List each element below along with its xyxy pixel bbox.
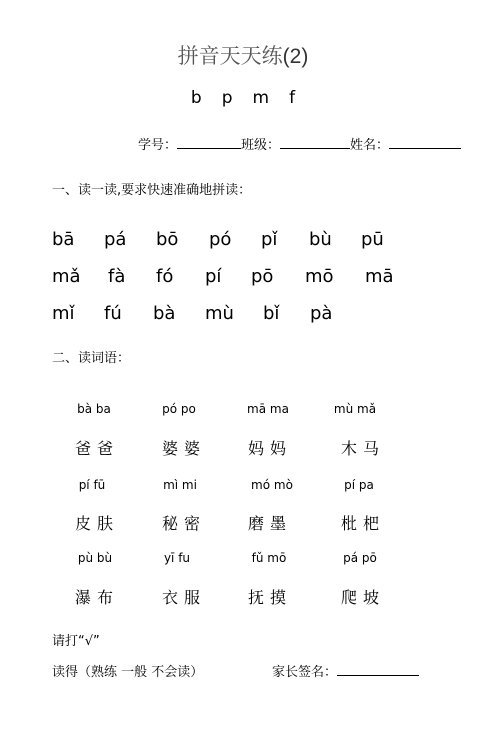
word-pinyin: bà ba bbox=[77, 402, 111, 416]
word-chinese: 爸爸 bbox=[74, 439, 119, 458]
parent-signature-label: 家长签名： bbox=[272, 665, 338, 680]
pinyin-syllable: fà bbox=[108, 266, 126, 287]
pinyin-syllable: bǐ bbox=[263, 303, 280, 324]
pinyin-syllable: mǐ bbox=[52, 303, 75, 324]
word-pinyin: pá pō bbox=[343, 551, 377, 565]
title-text: 拼音天天练 bbox=[177, 44, 283, 68]
word-pinyin: pù bù bbox=[77, 551, 113, 565]
letter: f bbox=[289, 88, 296, 108]
word-chinese: 枇杷 bbox=[340, 514, 385, 533]
section1-heading: 一、读一读,要求快速准确地拼读： bbox=[52, 183, 252, 198]
word-chinese: 皮肤 bbox=[74, 514, 119, 533]
word-chinese: 秘密 bbox=[161, 514, 206, 533]
pinyin-syllable: bà bbox=[153, 303, 176, 324]
class-label: 班级： bbox=[241, 138, 281, 153]
pinyin-syllable: pǐ bbox=[261, 229, 278, 250]
name-label: 姓名： bbox=[350, 138, 390, 153]
word-chinese: 瀑布 bbox=[74, 588, 119, 607]
letter: b bbox=[190, 88, 202, 108]
pinyin-syllable: pí bbox=[205, 266, 222, 287]
rating-instruction: 请打“√” bbox=[52, 634, 100, 649]
word-chinese: 爬坡 bbox=[340, 588, 385, 607]
pinyin-syllable: bā bbox=[52, 229, 75, 250]
pinyin-syllable: mǎ bbox=[52, 266, 81, 287]
word-pinyin: pí pa bbox=[344, 478, 374, 492]
rating-options[interactable]: 读得（熟练 一般 不会读） bbox=[52, 665, 204, 680]
word-chinese: 婆婆 bbox=[161, 439, 206, 458]
pinyin-syllable: fú bbox=[104, 303, 122, 324]
student-no-label: 学号： bbox=[138, 138, 178, 153]
word-pinyin: pó po bbox=[162, 402, 196, 416]
pinyin-syllable: mō bbox=[305, 266, 334, 287]
pinyin-syllable: mù bbox=[205, 303, 234, 324]
pinyin-syllable: fó bbox=[156, 266, 174, 287]
word-pinyin: mā ma bbox=[247, 402, 289, 416]
pinyin-syllable: pō bbox=[251, 266, 274, 287]
word-chinese: 妈妈 bbox=[247, 439, 292, 458]
word-pinyin: yī fu bbox=[163, 551, 191, 565]
word-chinese: 木马 bbox=[340, 439, 385, 458]
word-chinese: 抚摸 bbox=[247, 588, 292, 607]
word-pinyin: mì mi bbox=[163, 478, 197, 492]
pinyin-syllable: bù bbox=[309, 229, 332, 250]
word-pinyin: pí fū bbox=[78, 478, 106, 492]
word-pinyin: fǔ mō bbox=[251, 551, 287, 565]
pinyin-syllable: pó bbox=[209, 229, 232, 250]
word-pinyin: mù mǎ bbox=[333, 402, 377, 416]
pinyin-syllable: pà bbox=[310, 303, 333, 324]
parent-signature bbox=[272, 661, 419, 680]
pinyin-syllable: pá bbox=[104, 229, 127, 250]
title-number: (2) bbox=[282, 45, 309, 68]
letter: m bbox=[252, 88, 270, 108]
pinyin-syllable: mā bbox=[365, 266, 394, 287]
word-pinyin: mó mò bbox=[251, 478, 293, 492]
pinyin-syllable: pū bbox=[361, 229, 384, 250]
word-chinese: 衣服 bbox=[161, 588, 206, 607]
section2-heading: 二、读词语： bbox=[52, 351, 131, 366]
pinyin-syllable: bō bbox=[156, 229, 179, 250]
letter: p bbox=[221, 88, 233, 108]
parent-signature-field[interactable] bbox=[337, 663, 419, 676]
word-chinese: 磨墨 bbox=[247, 514, 292, 533]
